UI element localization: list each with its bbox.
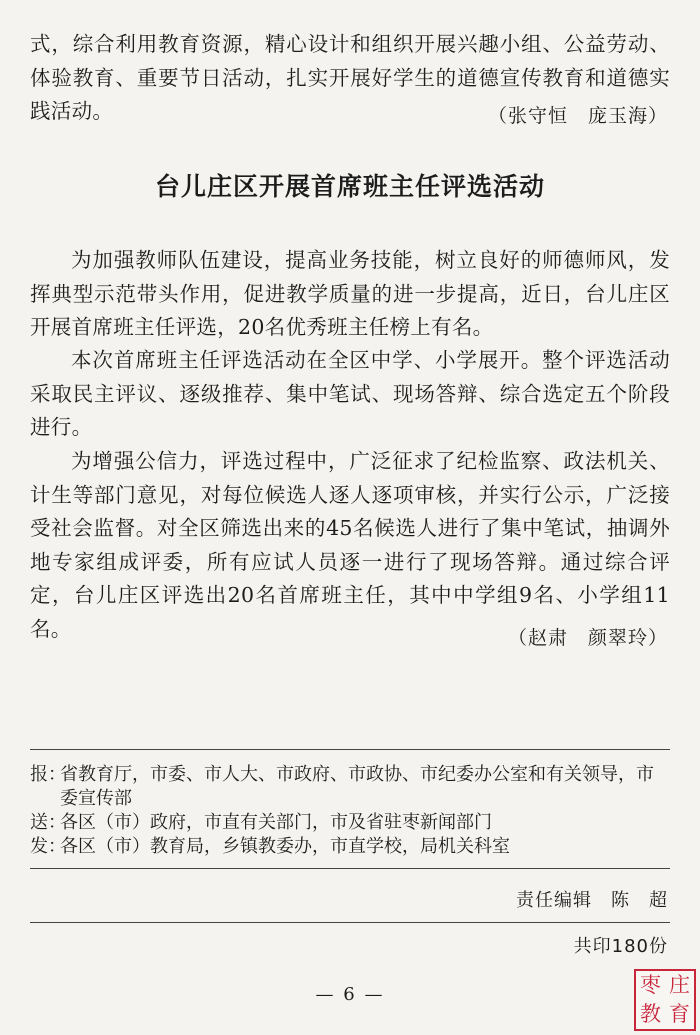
seal-char: 枣 <box>640 973 661 997</box>
distribution-text: 各区（市）教育局，乡镇教委办，市直学校，局机关科室 <box>60 836 510 857</box>
article-author: （赵肃 颜翠玲） <box>507 627 668 649</box>
distribution-row-issue <box>30 835 670 859</box>
seal-char: 育 <box>669 1002 690 1026</box>
responsible-editor: 责任编辑 陈 超 <box>516 890 668 911</box>
distribution-label: 发： <box>30 836 66 857</box>
page-number: — 6 — <box>315 984 385 1005</box>
seal-stamp <box>634 969 696 1031</box>
article-paragraph-2: 本次首席班主任评选活动在全区中学、小学展开。整个评选活动采取民主评议、逐级推荐、集中笔试、现场答辩、综合选定五个阶段进行。 <box>30 348 670 439</box>
distribution-row-report <box>30 763 670 811</box>
distribution-row-send <box>30 811 670 835</box>
distribution-label: 送： <box>30 812 66 833</box>
article-title: 台儿庄区开展首席班主任评选活动 <box>154 172 545 201</box>
article-paragraph-1: 为加强教师队伍建设，提高业务技能，树立良好的师德师风，发挥典型示范带头作用，促进教学质量的进一步提高，近日，台儿庄区开展首席班主任评选，20名优秀班主任榜上有名。 <box>30 248 670 339</box>
distribution-bottom-rule <box>30 868 670 869</box>
article-paragraph-3: 为增强公信力，评选过程中，广泛征求了纪检监察、政法机关、计生等部门意见，对每位候选人逐人逐项审核，并实行公示，广泛接受社会监督。对全区筛选出来的45名候选人进行了集中笔试，抽调外地专家组成评委，所有应试人员逐一进行了现场答辩。通过综合评定，台儿庄区评选出20名首席班主任，其中中学组9名、小学组11名。 <box>30 449 670 641</box>
seal-char: 教 <box>640 1002 661 1026</box>
editor-rule <box>30 922 670 923</box>
prev-article-author: （张守恒 庞玉海） <box>487 105 668 127</box>
distribution-text: 各区（市）政府，市直有关部门，市及省驻枣新闻部门 <box>60 812 492 833</box>
print-copies: 共印180份 <box>573 936 668 957</box>
distribution-label: 报： <box>30 764 66 785</box>
seal-char: 庄 <box>669 973 690 997</box>
distribution-list <box>30 763 670 859</box>
prev-article-text: 式，综合利用教育资源，精心设计和组织开展兴趣小组、公益劳动、体验教育、重要节日活动，扎实开展好学生的道德宣传教育和道德实践活动。 <box>30 32 670 123</box>
distribution-top-rule <box>30 749 670 750</box>
distribution-text: 省教育厅，市委、市人大、市政府、市政协、市纪委办公室和有关领导，市委宣传部 <box>60 764 654 809</box>
